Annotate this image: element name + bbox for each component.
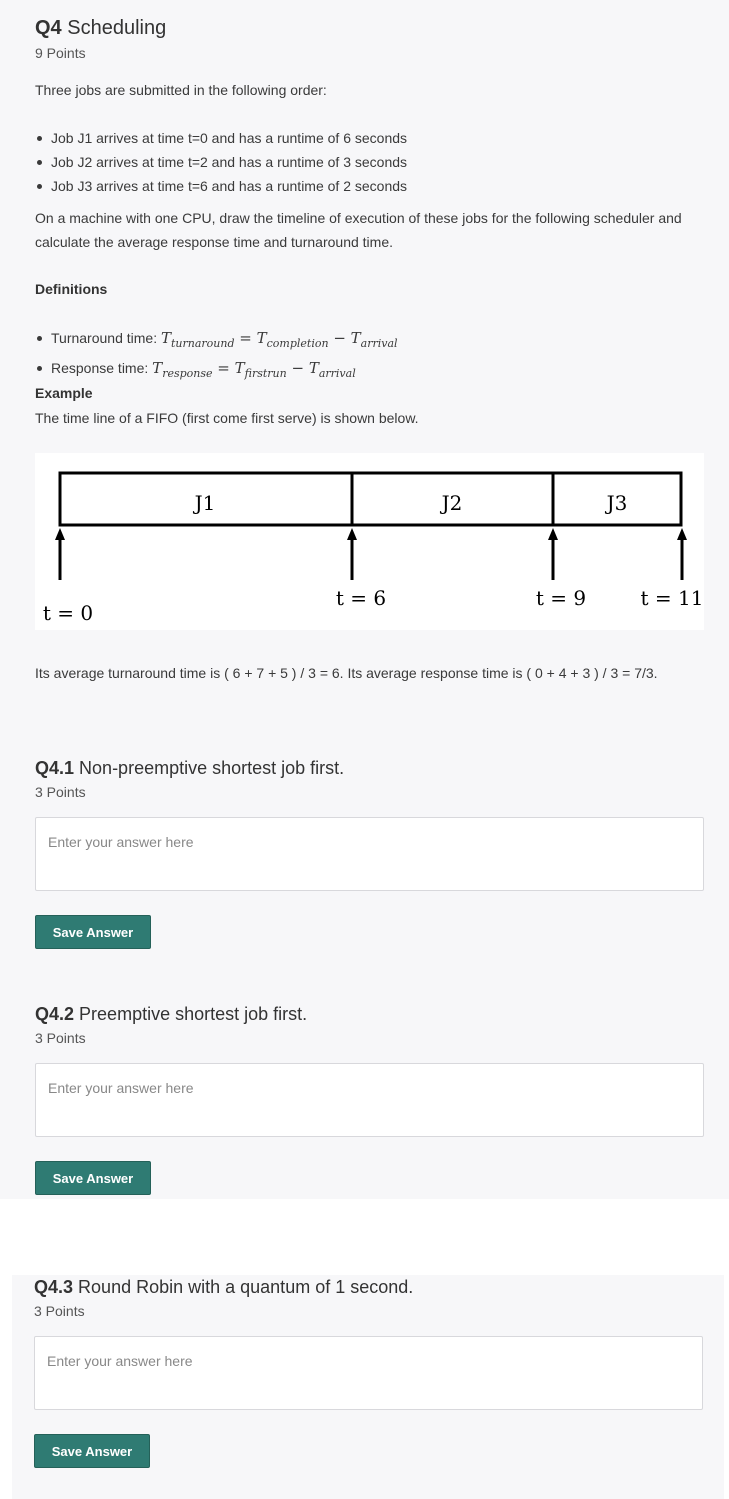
question-points: 9 Points — [35, 45, 86, 61]
subquestion-number: Q4.1 — [35, 758, 75, 778]
list-item: Job J2 arrives at time t=2 and has a runtime of 3 seconds — [51, 150, 407, 174]
answer-input-q4-1[interactable]: Enter your answer here — [35, 817, 704, 891]
job-list — [35, 126, 407, 198]
example-label: Example — [35, 385, 93, 401]
subquestion-number: Q4.2 — [35, 1004, 75, 1024]
definition-label: Turnaround time: — [51, 330, 161, 346]
list-item: Job J3 arrives at time t=6 and has a runtime of 2 seconds — [51, 174, 407, 198]
list-item: Job J1 arrives at time t=0 and has a runtime of 6 seconds — [51, 126, 407, 150]
question-title — [35, 17, 166, 40]
subquestion-title-text: Preemptive shortest job first. — [79, 1004, 308, 1024]
subquestion-points: 3 Points — [35, 1030, 86, 1046]
job-label-j3: J3 — [606, 491, 628, 515]
question-title-text: Scheduling — [67, 17, 167, 39]
formula-sub: completion — [266, 337, 329, 350]
save-answer-button-q4-1[interactable]: Save Answer — [35, 915, 151, 949]
save-answer-button-q4-3[interactable]: Save Answer — [34, 1434, 150, 1468]
subquestion-number: Q4.3 — [34, 1277, 74, 1297]
definitions-list — [35, 326, 398, 386]
formula-sub: response — [162, 367, 213, 380]
formula-sub: firstrun — [244, 367, 287, 380]
subquestion-title — [34, 1277, 413, 1298]
definitions-label: Definitions — [35, 281, 108, 297]
question-panel-q4-3 — [12, 1275, 724, 1499]
tick-label-t9: t = 9 — [535, 586, 587, 610]
tick-label-t6: t = 6 — [335, 586, 387, 610]
example-text: The time line of a FIFO (first come first serve) is shown below. — [35, 410, 419, 426]
formula-sub: turnaround — [171, 337, 235, 350]
intro-text: Three jobs are submitted in the following order: — [35, 82, 327, 98]
subquestion-points: 3 Points — [34, 1303, 85, 1319]
definition-response — [51, 356, 398, 386]
formula-response: $T_{response} = T_{firstrun} - T_{arrival}$ — [152, 359, 356, 380]
subquestion-title — [35, 758, 344, 779]
job-label-j2: J2 — [441, 491, 463, 515]
instruction-text: On a machine with one CPU, draw the timeline of execution of these jobs for the following scheduler and calculate the average response time and turnaround time. — [35, 210, 682, 250]
formula-sub: arrival — [318, 367, 356, 380]
answer-input-q4-3[interactable]: Enter your answer here — [34, 1336, 703, 1410]
fifo-timeline-diagram — [35, 453, 704, 630]
subquestion-title-text: Round Robin with a quantum of 1 second. — [78, 1277, 414, 1297]
example-result-text: Its average turnaround time is ( 6 + 7 + 5 ) / 3 = 6. Its average response time is ( 0 + 4 + 3 ) / 3 = 7/3. — [35, 665, 658, 681]
job-label-j1: J1 — [194, 491, 216, 515]
subquestion-title — [35, 1004, 307, 1025]
formula-sub: arrival — [360, 337, 398, 350]
save-answer-button-q4-2[interactable]: Save Answer — [35, 1161, 151, 1195]
question-number: Q4 — [35, 17, 62, 39]
formula-turnaround: $T_{turnaround} = T_{completion} - T_{arrival}$ — [160, 329, 398, 350]
tick-label-t0: t = 0 — [42, 601, 94, 625]
answer-input-q4-2[interactable]: Enter your answer here — [35, 1063, 704, 1137]
definition-label: Response time: — [51, 360, 153, 376]
tick-label-t11: t = 11 — [640, 586, 704, 610]
subquestion-title-text: Non-preemptive shortest job first. — [79, 758, 345, 778]
subquestion-points: 3 Points — [35, 784, 86, 800]
definition-turnaround — [51, 326, 398, 356]
